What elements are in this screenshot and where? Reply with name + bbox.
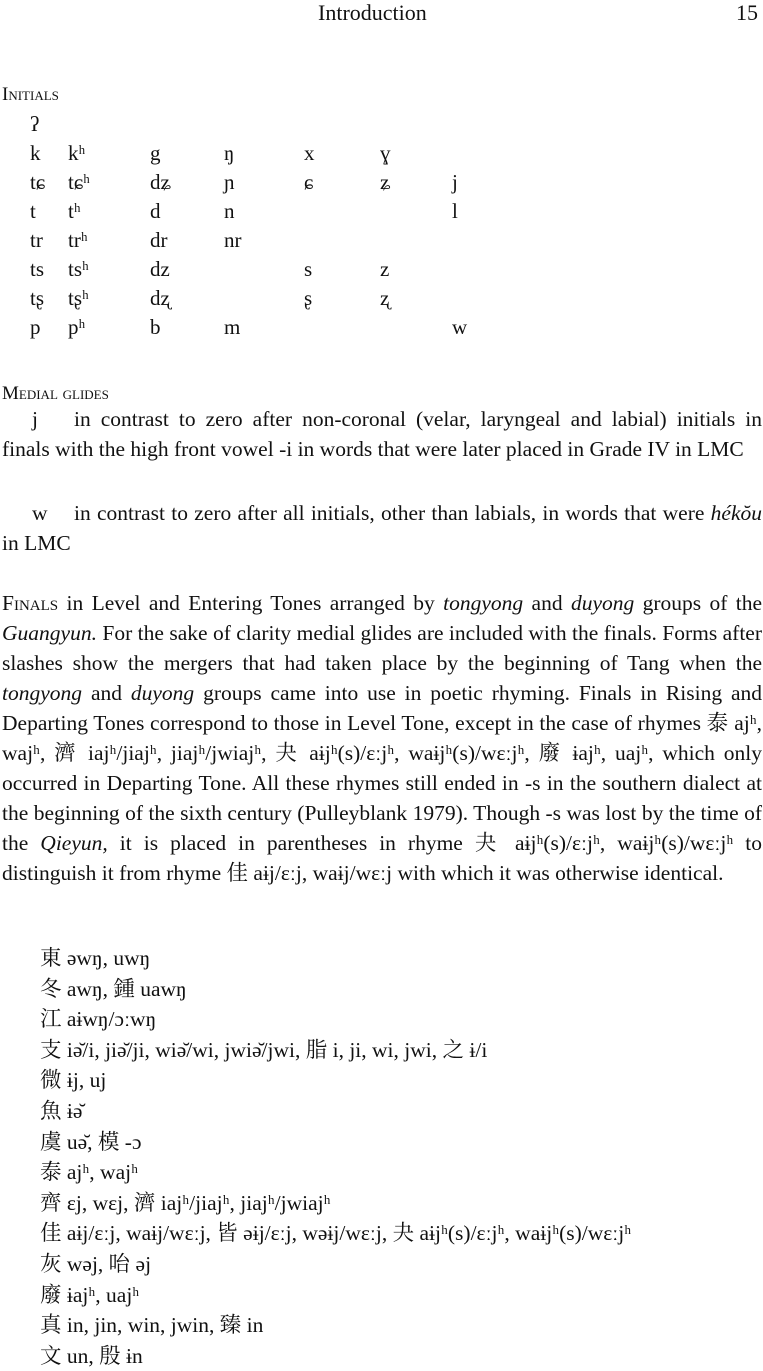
initial-cell: n bbox=[224, 199, 235, 223]
initial-cell bbox=[224, 255, 304, 284]
initial-cell bbox=[304, 313, 380, 342]
initial-cell: dr bbox=[150, 228, 168, 252]
initial-cell: dʑ bbox=[150, 170, 171, 194]
glide-w-italic: hékŏu bbox=[710, 501, 763, 525]
initial-cell: ʑ bbox=[380, 170, 391, 194]
glide-w-text-2: in LMC bbox=[2, 531, 71, 555]
rhyme-line: 江 aɨwŋ/ɔːwŋ bbox=[40, 1007, 157, 1032]
initial-cell: m bbox=[224, 315, 241, 339]
rhyme-line: 泰 ajʰ, wajʰ bbox=[40, 1160, 138, 1185]
finals-italic-3: Guangyun. bbox=[2, 621, 97, 645]
initial-cell: ɕ bbox=[304, 170, 314, 194]
finals-italic-5: duyong bbox=[130, 681, 195, 705]
initial-cell: d bbox=[150, 199, 161, 223]
initial-cell: k bbox=[30, 141, 41, 165]
initial-cell: x bbox=[304, 141, 315, 165]
finals-italic-4: tongyong bbox=[2, 681, 83, 705]
rhyme-list bbox=[40, 943, 631, 1371]
initial-cell bbox=[380, 313, 452, 342]
initial-cell: tr bbox=[30, 228, 43, 252]
glide-j-paragraph bbox=[2, 404, 762, 464]
initials-row bbox=[30, 226, 492, 255]
initial-cell bbox=[304, 110, 380, 139]
initial-cell: trʰ bbox=[68, 228, 88, 252]
rhyme-line: 冬 awŋ, 鍾 uawŋ bbox=[40, 976, 187, 1001]
initial-cell: ɲ bbox=[224, 170, 235, 194]
finals-text-2: and bbox=[531, 591, 563, 615]
initial-cell: t bbox=[30, 199, 36, 223]
rhyme-line: 支 iə̆/i, jiə̆/ji, wiə̆/wi, jwiə̆/jwi, 脂 i, ji, wi, jwi, 之 ɨ/i bbox=[40, 1037, 488, 1062]
initial-cell bbox=[224, 284, 304, 313]
rhyme-line: 佳 aɨj/ɛːj, waɨj/wɛːj, 皆 əɨj/ɛːj, wəɨj/wɛːj, 夬 aɨjʰ(s)/ɛːjʰ, waɨjʰ(s)/wɛːjʰ bbox=[40, 1221, 632, 1246]
initial-cell: tʂʰ bbox=[68, 286, 89, 310]
initials-heading: Initials bbox=[2, 84, 59, 105]
running-header-title: Introduction bbox=[318, 0, 427, 25]
initial-cell bbox=[380, 197, 452, 226]
rhyme-line: 文 un, 殷 ɨn bbox=[40, 1343, 143, 1368]
initial-cell: tʂ bbox=[30, 286, 45, 310]
initial-cell bbox=[380, 226, 452, 255]
rhyme-line: 真 in, jin, win, jwin, 臻 in bbox=[40, 1313, 264, 1338]
initial-cell: pʰ bbox=[68, 315, 86, 339]
rhyme-line: 東 əwŋ, uwŋ bbox=[40, 946, 151, 970]
finals-text-1: in Level and Entering Tones arranged by bbox=[66, 591, 435, 615]
initial-cell bbox=[380, 110, 452, 139]
initial-cell: tʰ bbox=[68, 199, 81, 223]
initial-cell: nr bbox=[224, 228, 242, 252]
initial-cell: s bbox=[304, 257, 313, 281]
initial-cell: tsʰ bbox=[68, 257, 89, 281]
rhyme-line: 廢 ɨajʰ, uajʰ bbox=[40, 1282, 140, 1307]
rhyme-line: 灰 wəj, 咍 əj bbox=[40, 1251, 152, 1276]
initial-cell bbox=[452, 255, 492, 284]
initial-cell bbox=[68, 110, 150, 139]
initials-table bbox=[30, 110, 492, 342]
initial-cell: tɕ bbox=[30, 170, 46, 194]
initial-cell bbox=[304, 197, 380, 226]
glide-w-paragraph bbox=[2, 498, 762, 558]
initial-cell: dʐ bbox=[150, 286, 170, 310]
initial-cell: l bbox=[452, 199, 458, 223]
initial-cell: ts bbox=[30, 257, 45, 281]
finals-text-3: groups of the bbox=[642, 591, 763, 615]
finals-paragraph bbox=[2, 588, 762, 888]
initials-row bbox=[30, 168, 492, 197]
finals-text-4: For the sake of clarity medial glides are included with the finals. Forms after slashes show the mergers that had taken place by the beginning of Tang when the bbox=[2, 621, 762, 675]
initials-row bbox=[30, 313, 492, 342]
initial-cell bbox=[224, 110, 304, 139]
rhyme-line: 虞 uə̆, 模 -ɔ bbox=[40, 1129, 142, 1154]
rhyme-line: 魚 ɨə̆ bbox=[40, 1098, 83, 1123]
initial-cell: b bbox=[150, 315, 161, 339]
glide-j-text: in contrast to zero after non-coronal (velar, laryngeal and labial) initials in finals with the high front vowel -i in words that were later placed in Grade IV in LMC bbox=[2, 407, 762, 461]
initial-cell: p bbox=[30, 315, 41, 339]
page-number: 15 bbox=[736, 0, 758, 25]
rhyme-line: 微 ɨj, uj bbox=[40, 1068, 107, 1093]
glide-w-symbol: w bbox=[32, 501, 48, 525]
initial-cell: kʰ bbox=[68, 141, 86, 165]
finals-italic-2: duyong bbox=[570, 591, 635, 615]
initial-cell: j bbox=[452, 170, 458, 194]
initial-cell: ʐ bbox=[380, 286, 390, 310]
initial-cell: ʂ bbox=[304, 286, 313, 310]
initial-cell bbox=[452, 110, 492, 139]
finals-text-5: and bbox=[90, 681, 122, 705]
initial-cell: ɣ bbox=[380, 141, 391, 165]
initial-cell bbox=[150, 110, 224, 139]
initials-row bbox=[30, 255, 492, 284]
finals-italic-1: tongyong bbox=[443, 591, 524, 615]
initial-cell bbox=[304, 226, 380, 255]
finals-text-7: it is placed in parentheses in rhyme 夬 aɨjʰ(s)/ɛːjʰ, waɨjʰ(s)/wɛːjʰ to distinguish it from rhyme 佳 aɨj/ɛːj, waɨj/wɛːj with which it was otherwise identical. bbox=[2, 831, 763, 885]
glide-j-symbol: j bbox=[32, 407, 38, 431]
finals-italic-6: Qieyun, bbox=[40, 831, 108, 855]
initial-cell bbox=[452, 226, 492, 255]
initial-cell: z bbox=[380, 257, 390, 281]
glide-w-text-1: in contrast to zero after all initials, other than labials, in words that were bbox=[74, 501, 705, 525]
finals-heading: Finals bbox=[2, 591, 59, 615]
rhyme-line: 齊 ɛj, wɛj, 濟 iajʰ/jiajʰ, jiajʰ/jwiajʰ bbox=[40, 1190, 331, 1215]
initials-row bbox=[30, 197, 492, 226]
medial-glides-heading: Medial glides bbox=[2, 383, 109, 404]
initial-cell: ŋ bbox=[224, 141, 235, 165]
initial-cell bbox=[452, 284, 492, 313]
initials-row bbox=[30, 110, 492, 139]
initial-cell: dz bbox=[150, 257, 170, 281]
finals-text-6: groups came into use in poetic rhyming. Finals in Rising and Departing Tones correspond to those in Level Tone, except in the case of rhymes 泰 ajʰ, wajʰ, 濟 iajʰ/jiajʰ, jiajʰ/jwiajʰ, 夬 aɨjʰ(s)/ɛːjʰ, waɨjʰ(s)/wɛːjʰ, 廢 ɨajʰ, uajʰ, which only occurred in Departing Tone. All these rhymes still ended in -s in the southern dialect at the beginning of the sixth century (Pulleyblank 1979). Though -s was lost by the time of the bbox=[2, 681, 763, 855]
initial-cell: w bbox=[452, 315, 468, 339]
initial-cell bbox=[452, 139, 492, 168]
initial-cell: g bbox=[150, 141, 161, 165]
initials-row bbox=[30, 284, 492, 313]
initial-cell: ʔ bbox=[30, 112, 40, 136]
initials-row bbox=[30, 139, 492, 168]
initial-cell: tɕʰ bbox=[68, 170, 90, 194]
